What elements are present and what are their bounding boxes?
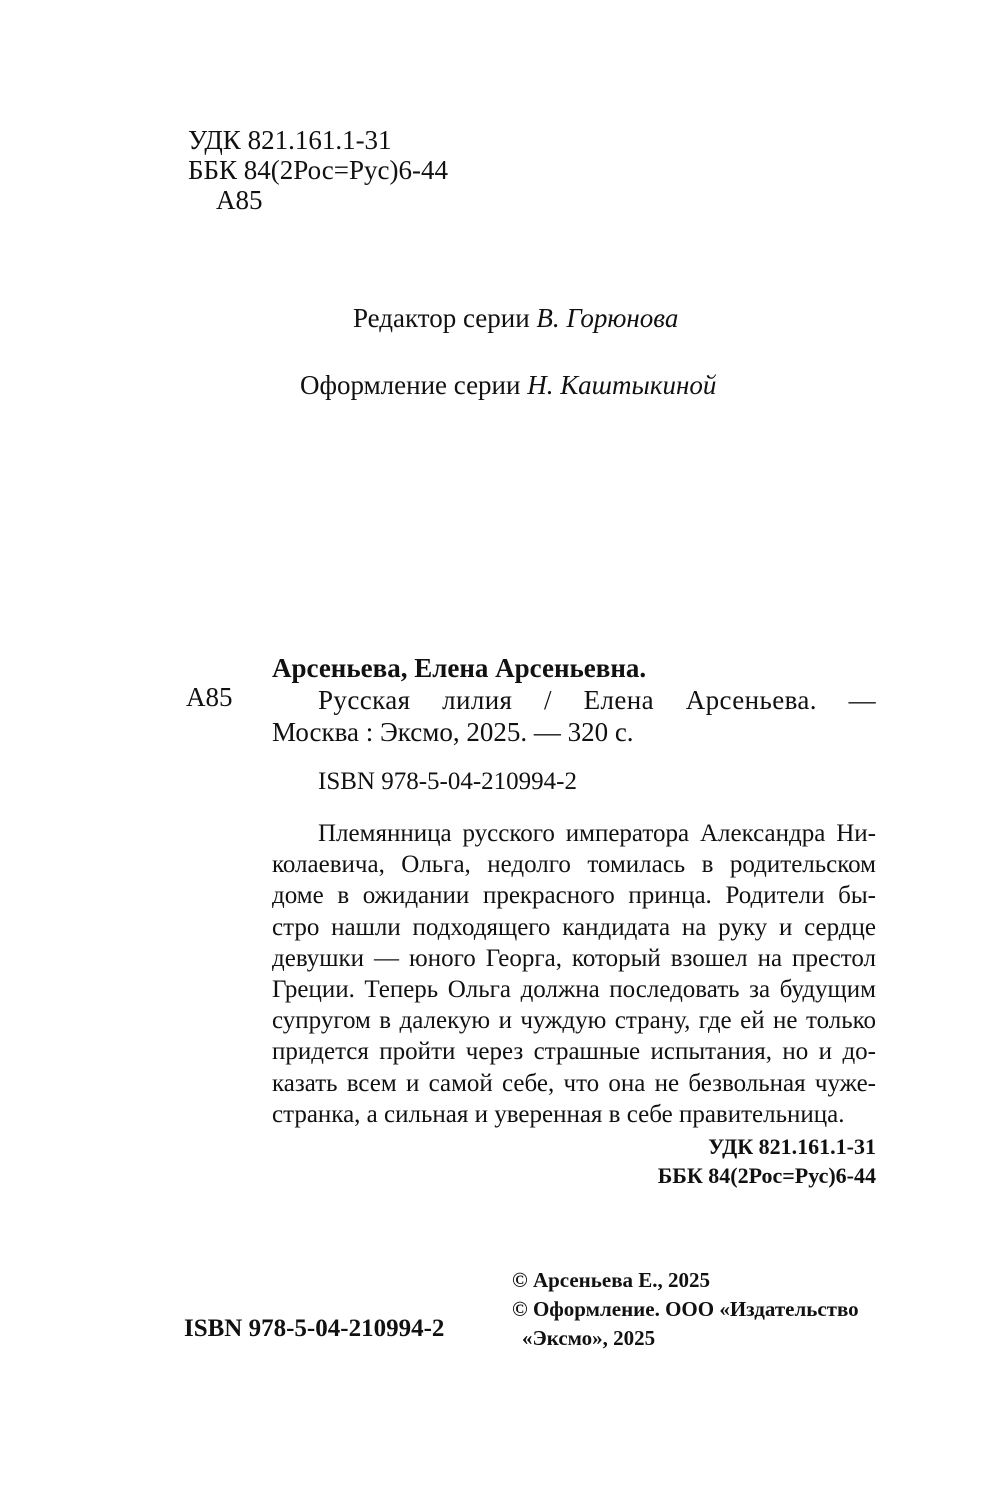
annotation (272, 818, 876, 1130)
catalog-udk: УДК 821.161.1-31 (708, 1134, 876, 1159)
udk-header: УДК 821.161.1-31 (188, 125, 392, 155)
annotation-line: придется пройти через страшные испытания, но и до- (272, 1038, 876, 1066)
series-editor-name: В. Горюнова (536, 303, 679, 333)
copyright-block (512, 1266, 859, 1353)
annotation-line: девушки — юного Георга, который взошел на престол (272, 944, 876, 972)
annotation-line: Греции. Теперь Ольга должна последовать за будущим (272, 976, 876, 1004)
catalog-title: Русская лилия / Елена Арсеньева. — (318, 685, 876, 715)
copyright-line: © Оформление. ООО «Издательство (512, 1297, 859, 1321)
series-editor (353, 302, 678, 334)
copyright-line: «Эксмо», 2025 (522, 1326, 656, 1350)
catalog-author: Арсеньева, Елена Арсеньевна. (272, 653, 647, 683)
annotation-line: доме в ожидании прекрасного принца. Родители бы- (272, 882, 876, 910)
series-editor-label: Редактор серии (353, 303, 537, 333)
series-design (300, 369, 716, 401)
catalog-isbn: ISBN 978-5-04-210994-2 (318, 768, 578, 795)
series-design-name: Н. Каштыкиной (527, 370, 717, 400)
bbk-header: ББК 84(2Рос=Рус)6-44 (188, 155, 448, 185)
catalog-author-sign: А85 (186, 682, 233, 712)
annotation-line: Племянница русского императора Александра Ни- (318, 820, 876, 847)
catalog-publication: Москва : Эксмо, 2025. — 320 с. (272, 717, 634, 747)
annotation-line: странка, а сильная и уверенная в себе правительница. (272, 1100, 845, 1128)
footer-isbn: ISBN 978-5-04-210994-2 (184, 1315, 445, 1342)
author-sign-header: А85 (216, 185, 263, 215)
annotation-line: супругом в далекую и чуждую страну, где ей не только (272, 1007, 876, 1035)
annotation-line: колаевича, Ольга, недолго томилась в родительском (272, 851, 876, 879)
copyright-line: © Арсеньева Е., 2025 (512, 1268, 711, 1292)
annotation-line: казать всем и самой себе, что она не безвольная чуже- (272, 1069, 876, 1097)
annotation-line: стро нашли подходящего кандидата на руку и сердце (272, 913, 876, 941)
catalog-bbk: ББК 84(2Рос=Рус)6-44 (657, 1163, 876, 1188)
series-design-label: Оформление серии (300, 370, 528, 400)
